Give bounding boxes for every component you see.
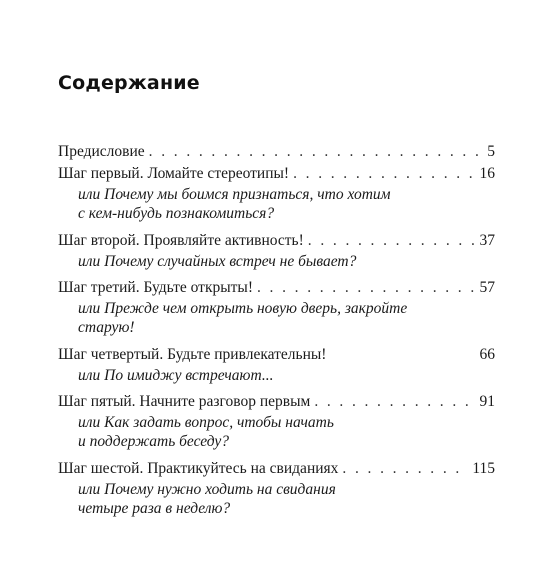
toc-entry-page: 37 <box>479 232 495 249</box>
subtitle-line: с кем-нибудь познакомиться? <box>78 205 275 222</box>
toc-entry-step-2 <box>58 230 495 271</box>
dot-leader <box>308 230 476 252</box>
toc-entry-preface <box>58 141 495 163</box>
toc-entry-page: 57 <box>479 279 495 296</box>
dot-leader <box>149 141 484 163</box>
toc-entry-step-1 <box>58 163 495 223</box>
toc-entry-subtitle <box>58 366 378 385</box>
toc-entry-page: 115 <box>472 460 495 477</box>
subtitle-line: или Как задать вопрос, чтобы начать <box>78 414 334 431</box>
toc-entry-title: Шаг шестой. Практикуйтесь на свиданиях <box>58 460 339 477</box>
toc-entry-step-3 <box>58 277 495 337</box>
toc-entry-subtitle <box>58 413 378 451</box>
toc-entry-title: Шаг пятый. Начните разговор первым <box>58 393 311 410</box>
subtitle-line: или Почему мы боимся признаться, что хотим <box>78 186 391 203</box>
toc-entry-subtitle <box>58 480 378 518</box>
subtitle-line: или Почему нужно ходить на свидания <box>78 481 336 498</box>
subtitle-line: или Прежде чем открыть новую дверь, закройте <box>78 300 408 317</box>
toc-entry-page: 16 <box>479 165 495 182</box>
subtitle-line: или Почему случайных встреч не бывает? <box>78 253 357 270</box>
subtitle-line: или По имиджу встречают... <box>78 367 274 384</box>
dot-leader <box>293 163 475 185</box>
dot-leader <box>314 391 475 413</box>
toc-entry-title: Шаг второй. Проявляйте активность! <box>58 232 304 249</box>
toc-entry-subtitle <box>58 252 378 271</box>
subtitle-line: и поддержать беседу? <box>78 433 230 450</box>
dot-leader <box>342 458 468 480</box>
toc-entry-page: 66 <box>479 346 495 363</box>
toc-entry-title: Предисловие <box>58 143 145 160</box>
toc-entry-title: Шаг третий. Будьте открыты! <box>58 279 253 296</box>
toc-entry-page: 5 <box>487 143 495 160</box>
toc-entry-title: Шаг первый. Ломайте стереотипы! <box>58 165 290 182</box>
toc-entry-step-6 <box>58 458 495 518</box>
subtitle-line: старую! <box>78 319 135 336</box>
toc-entry-subtitle <box>58 299 408 337</box>
page-title: Содержание <box>58 72 200 94</box>
table-of-contents <box>58 141 495 525</box>
toc-entry-subtitle <box>58 185 391 223</box>
toc-entry-title: Шаг четвертый. Будьте привлекательны! <box>58 346 327 363</box>
toc-entry-step-4 <box>58 344 495 385</box>
toc-entry-page: 91 <box>479 393 495 410</box>
subtitle-line: четыре раза в неделю? <box>78 500 231 517</box>
dot-leader <box>257 277 476 299</box>
toc-entry-step-5 <box>58 391 495 451</box>
